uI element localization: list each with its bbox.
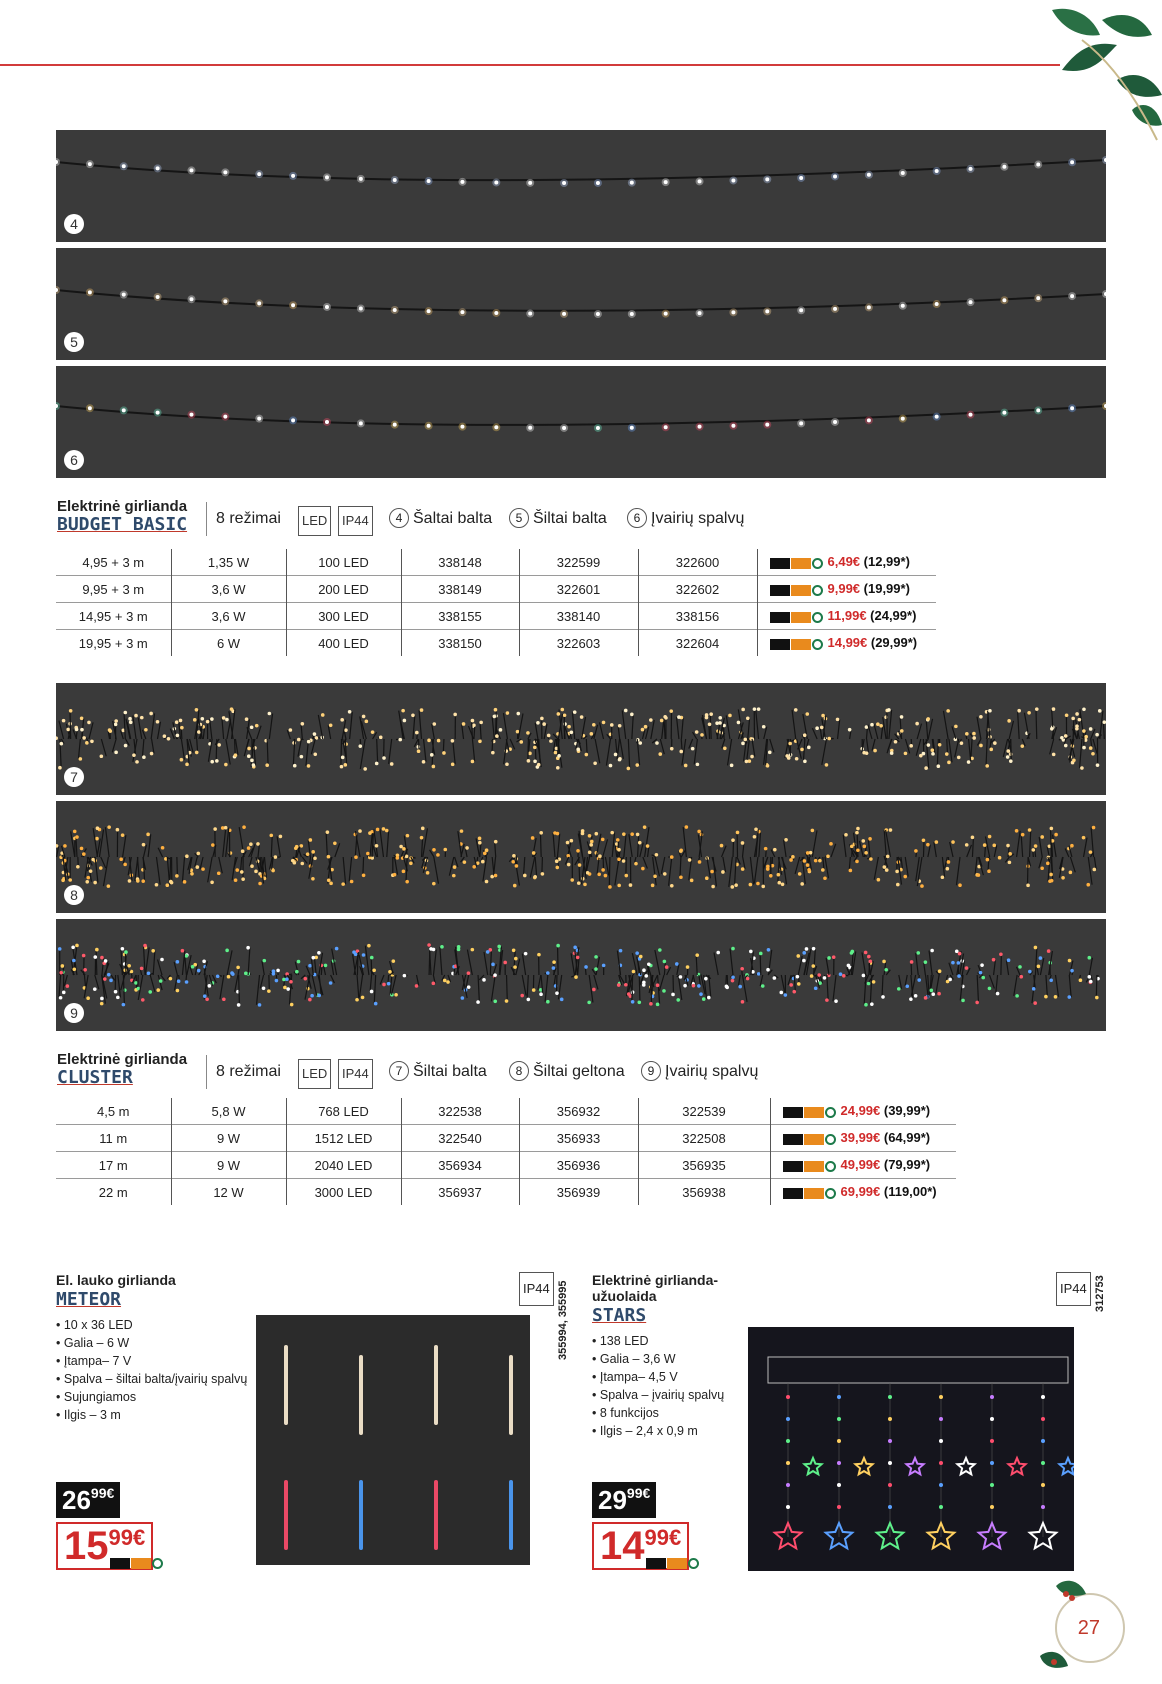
payment-card-icons <box>770 609 824 624</box>
table-cell: 19,95 + 3 m <box>78 635 148 651</box>
photo-number: 8 <box>64 885 84 905</box>
table-row <box>56 630 936 657</box>
list-item: • 138 LED <box>592 1332 752 1350</box>
table-cell: 322539 <box>638 1098 770 1125</box>
product-name: CLUSTER <box>57 1067 133 1088</box>
price-cell <box>770 1179 956 1206</box>
product-codes: 355994, 355995 <box>557 1280 569 1360</box>
old-price: $26^{99€}$ <box>56 1482 120 1518</box>
price-new: 49,99€ <box>840 1156 881 1172</box>
price-cell <box>770 1152 956 1179</box>
meteor-product <box>56 1272 256 1424</box>
price-cell <box>757 576 936 603</box>
table-cell: 356933 <box>519 1125 638 1152</box>
table-cell: 322604 <box>638 630 757 657</box>
table-row <box>56 603 936 630</box>
feature-list <box>592 1332 752 1440</box>
table-cell: 356936 <box>519 1152 638 1179</box>
list-item: • Spalva – šiltai balta/įvairių spalvų <box>56 1370 256 1388</box>
table-cell: 338156 <box>638 603 757 630</box>
product-type-label: Elektrinė girlianda <box>57 498 188 515</box>
option-5: 5 Šiltai balta <box>509 508 607 528</box>
modes-label: 8 režimai <box>216 510 281 527</box>
table-cell: 356937 <box>401 1179 519 1206</box>
payment-card-icons <box>770 636 824 651</box>
table-cell: 5,8 W <box>171 1098 286 1125</box>
table-cell: 338148 <box>401 549 519 576</box>
price-regular: (79,99*) <box>880 1156 931 1172</box>
product-type-label: El. lauko girlianda <box>56 1272 176 1288</box>
table-cell: 14,95 + 3 m <box>78 608 148 624</box>
ip-badge: IP44 <box>338 506 373 536</box>
product-name: METEOR <box>56 1289 122 1310</box>
price-regular: (39,99*) <box>880 1102 931 1118</box>
price-regular: (29,99*) <box>867 634 918 650</box>
product-photo-6 <box>56 366 1106 478</box>
price-regular: (119,00*) <box>880 1183 937 1199</box>
product-name: STARS <box>592 1305 647 1326</box>
price-cell <box>770 1098 956 1125</box>
cluster-spec-table <box>56 1098 956 1205</box>
table-cell: 322602 <box>638 576 757 603</box>
payment-card-icons <box>770 582 824 597</box>
product-type-label: Elektrinė girlianda <box>57 1051 188 1068</box>
table-cell: 356932 <box>519 1098 638 1125</box>
table-cell: 4,5 m <box>96 1103 130 1119</box>
ip-badge: IP44 <box>519 1272 554 1306</box>
table-cell: 3,6 W <box>171 576 286 603</box>
meteor-photo <box>256 1315 530 1565</box>
product-type-label: Elektrinė girlianda-užuolaida <box>592 1272 719 1304</box>
table-cell: 17 m <box>98 1157 128 1173</box>
list-item: • Spalva – įvairių spalvų <box>592 1386 752 1404</box>
price-new: 11,99€ <box>827 607 867 623</box>
list-item: • Įtampa– 4,5 V <box>592 1368 752 1386</box>
table-cell: 100 LED <box>286 549 401 576</box>
table-cell: 338149 <box>401 576 519 603</box>
table-cell: 322599 <box>519 549 638 576</box>
new-price: $14^{99€}$ <box>592 1522 689 1570</box>
list-item: • Ilgis – 2,4 x 0,9 m <box>592 1422 752 1440</box>
table-cell: 322601 <box>519 576 638 603</box>
table-row <box>56 549 936 576</box>
table-cell: 1512 LED <box>286 1125 401 1152</box>
table-row <box>56 1179 956 1206</box>
table-cell: 768 LED <box>286 1098 401 1125</box>
photo-number: 4 <box>64 214 84 234</box>
budget-header <box>56 498 1106 540</box>
price-regular: (64,99*) <box>880 1129 931 1145</box>
table-cell: 338140 <box>519 603 638 630</box>
table-cell: 356935 <box>638 1152 770 1179</box>
table-cell: 3000 LED <box>286 1179 401 1206</box>
option-8: 8 Šiltai geltona <box>509 1061 625 1081</box>
table-cell: 6 W <box>171 630 286 657</box>
new-price: $15^{99€}$ <box>56 1522 153 1570</box>
product-photo-4 <box>56 130 1106 242</box>
modes-label: 8 režimai <box>216 1063 281 1080</box>
option-7: 7 Šiltai balta <box>389 1061 487 1081</box>
product-name: BUDGET BASIC <box>57 514 188 535</box>
led-badge: LED <box>298 1059 331 1089</box>
cluster-header <box>56 1051 1106 1093</box>
table-cell: 11 m <box>99 1130 128 1146</box>
price-cell <box>770 1125 956 1152</box>
product-photo-8 <box>56 801 1106 913</box>
price-new: 69,99€ <box>840 1183 881 1199</box>
list-item: • Sujungiamos <box>56 1388 256 1406</box>
price-new: 14,99€ <box>827 634 868 650</box>
table-cell: 300 LED <box>286 603 401 630</box>
old-price: $29^{99€}$ <box>592 1482 656 1518</box>
led-badge: LED <box>298 506 331 536</box>
option-9: 9 Įvairių spalvų <box>641 1061 758 1081</box>
table-row <box>56 1152 956 1179</box>
list-item: • Galia – 6 W <box>56 1334 256 1352</box>
price-cell <box>757 549 936 576</box>
photo-number: 5 <box>64 332 84 352</box>
price-regular: (24,99*) <box>866 607 917 623</box>
budget-spec-table <box>56 549 936 656</box>
payment-card-icons <box>646 1555 700 1573</box>
ip-badge: IP44 <box>1056 1272 1091 1306</box>
option-4: 4 Šaltai balta <box>389 508 492 528</box>
list-item: • Ilgis – 3 m <box>56 1406 256 1424</box>
table-cell: 356939 <box>519 1179 638 1206</box>
price-new: 6,49€ <box>827 553 861 569</box>
payment-card-icons <box>783 1158 837 1173</box>
price-new: 9,99€ <box>827 580 861 596</box>
product-photo-5 <box>56 248 1106 360</box>
product-photo-7 <box>56 683 1106 795</box>
price-regular: (12,99*) <box>860 553 910 569</box>
table-row <box>56 576 936 603</box>
payment-card-icons <box>770 555 824 570</box>
holly-decoration-icon <box>1022 0 1162 150</box>
table-cell: 356934 <box>401 1152 519 1179</box>
product-codes: 312753 <box>1094 1275 1106 1312</box>
price-cell <box>757 603 936 630</box>
stars-product <box>592 1272 752 1440</box>
table-cell: 1,35 W <box>171 549 286 576</box>
ip-badge: IP44 <box>338 1059 373 1089</box>
table-cell: 12 W <box>171 1179 286 1206</box>
list-item: • Įtampa– 7 V <box>56 1352 256 1370</box>
payment-card-icons <box>783 1131 837 1146</box>
stars-photo <box>748 1327 1074 1571</box>
table-cell: 338150 <box>401 630 519 657</box>
list-item: • 10 x 36 LED <box>56 1316 256 1334</box>
table-cell: 322600 <box>638 549 757 576</box>
table-cell: 338155 <box>401 603 519 630</box>
table-cell: 3,6 W <box>171 603 286 630</box>
table-cell: 4,95 + 3 m <box>82 554 145 570</box>
price-cell <box>757 630 936 657</box>
product-photo-9 <box>56 919 1106 1031</box>
table-cell: 9,95 + 3 m <box>82 581 145 597</box>
table-cell: 322540 <box>401 1125 519 1152</box>
price-new: 24,99€ <box>840 1102 881 1118</box>
table-cell: 400 LED <box>286 630 401 657</box>
top-divider-line <box>0 64 1060 66</box>
payment-card-icons <box>783 1104 837 1119</box>
table-cell: 9 W <box>171 1152 286 1179</box>
table-cell: 2040 LED <box>286 1152 401 1179</box>
payment-card-icons <box>783 1185 837 1200</box>
price-new: 39,99€ <box>840 1129 881 1145</box>
table-row <box>56 1098 956 1125</box>
table-cell: 9 W <box>171 1125 286 1152</box>
payment-card-icons <box>110 1555 164 1573</box>
list-item: • Galia – 3,6 W <box>592 1350 752 1368</box>
feature-list <box>56 1316 256 1424</box>
table-cell: 322508 <box>638 1125 770 1152</box>
price-regular: (19,99*) <box>860 580 910 596</box>
table-cell: 322538 <box>401 1098 519 1125</box>
photo-number: 6 <box>64 450 84 470</box>
photo-number: 9 <box>64 1003 84 1023</box>
photo-number: 7 <box>64 767 84 787</box>
table-row <box>56 1125 956 1152</box>
table-cell: 200 LED <box>286 576 401 603</box>
table-cell: 356938 <box>638 1179 770 1206</box>
option-6: 6 Įvairių spalvų <box>627 508 744 528</box>
list-item: • 8 funkcijos <box>592 1404 752 1422</box>
table-cell: 22 m <box>98 1184 128 1200</box>
table-cell: 322603 <box>519 630 638 657</box>
page-number: 27 <box>1077 1617 1100 1639</box>
